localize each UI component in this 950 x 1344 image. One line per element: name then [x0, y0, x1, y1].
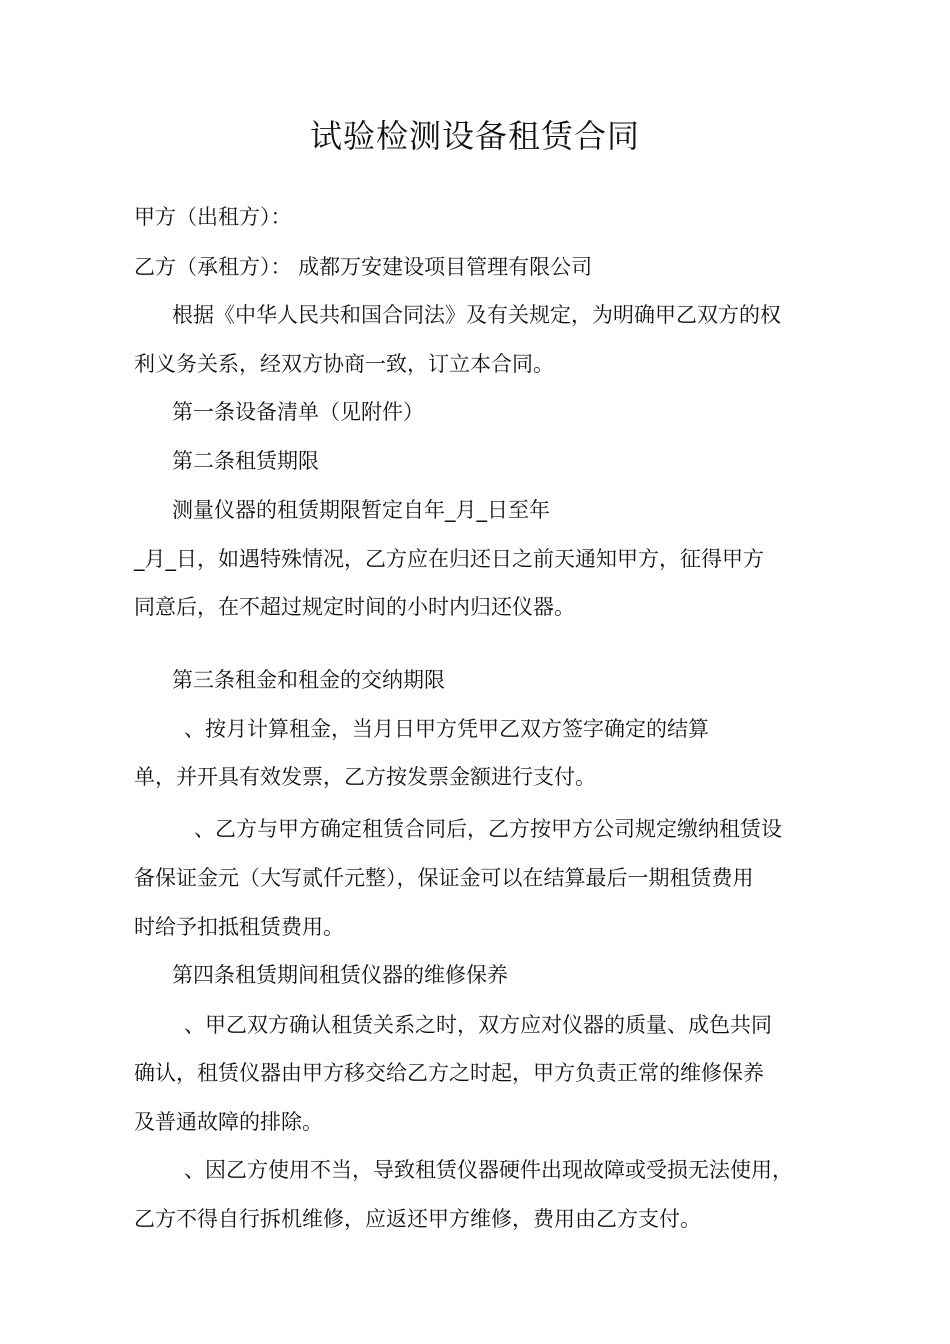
article-1-heading: 第一条设备清单（见附件）	[172, 400, 424, 424]
article-4-item-1-line-3: 及普通故障的排除。	[134, 1110, 323, 1134]
article-2-line-1: 测量仪器的租赁期限暂定自年_月_日至年	[172, 498, 550, 522]
article-3-item-1-line-1: 、按月计算租金，当月日甲方凭甲乙双方签字确定的结算	[184, 717, 709, 741]
article-4-item-2-line-1: 、因乙方使用不当，导致租赁仪器硬件出现故障或受损无法使用，	[184, 1158, 793, 1182]
article-4-item-1-line-1: 、甲乙双方确认租赁关系之时，双方应对仪器的质量、成色共同	[184, 1013, 772, 1037]
article-4-item-1-line-2: 确认，租赁仪器由甲方移交给乙方之时起，甲方负责正常的维修保养	[134, 1061, 764, 1085]
article-3-item-2-line-1: 、乙方与甲方确定租赁合同后，乙方按甲方公司规定缴纳租赁设	[194, 817, 782, 841]
article-3-heading: 第三条租金和租金的交纳期限	[172, 668, 445, 692]
article-2-line-2: _月_日，如遇特殊情况，乙方应在归还日之前天通知甲方，征得甲方	[134, 547, 764, 571]
preamble-line-1: 根据《中华人民共和国合同法》及有关规定，为明确甲乙双方的权	[172, 303, 781, 327]
document-title: 试验检测设备租赁合同	[309, 117, 640, 155]
article-2-line-3: 同意后，在不超过规定时间的小时内归还仪器。	[134, 595, 575, 619]
article-2-heading: 第二条租赁期限	[172, 449, 319, 473]
party-b-line: 乙方（承租方）： 成都万安建设项目管理有限公司	[134, 255, 593, 279]
article-3-item-1-line-2: 单，并开具有效发票，乙方按发票金额进行支付。	[134, 765, 596, 789]
party-a-line: 甲方（出租方）：	[134, 205, 292, 229]
preamble-line-2: 利义务关系，经双方协商一致，订立本合同。	[134, 352, 554, 376]
article-4-heading: 第四条租赁期间租赁仪器的维修保养	[172, 963, 508, 987]
article-4-item-2-line-2: 乙方不得自行拆机维修，应返还甲方维修，费用由乙方支付。	[134, 1207, 701, 1231]
article-3-item-2-line-2: 备保证金元（大写贰仟元整），保证金可以在结算最后一期租赁费用	[134, 866, 754, 890]
article-3-item-2-line-3: 时给予扣抵租赁费用。	[134, 915, 344, 939]
